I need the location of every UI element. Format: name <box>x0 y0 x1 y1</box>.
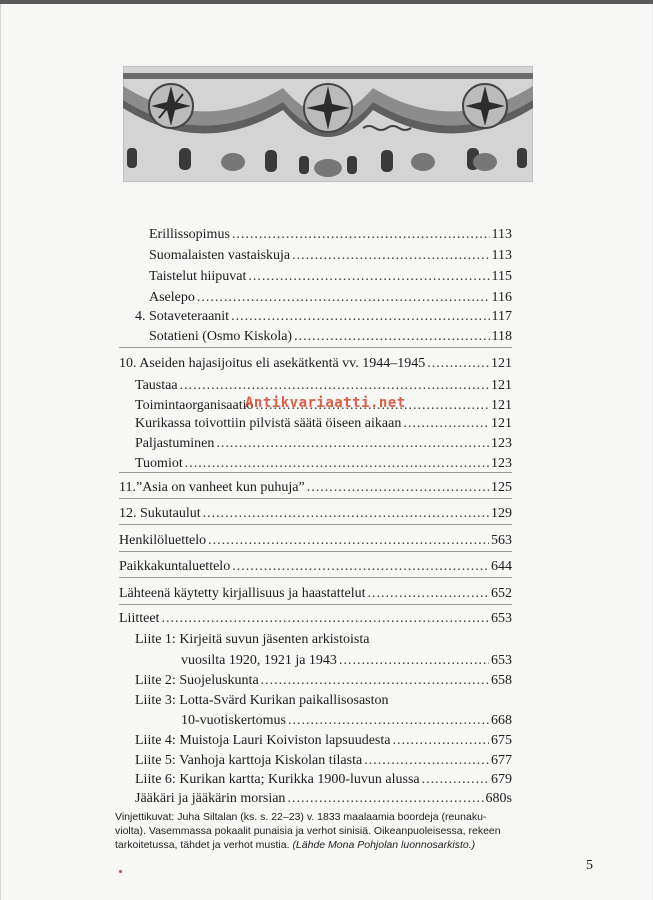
toc-entry-page: 680s <box>485 791 512 806</box>
toc-entry-page: 679 <box>491 772 512 787</box>
toc-entry-title: Liite 2: Suojeluskunta <box>135 673 259 688</box>
book-page <box>0 4 652 900</box>
toc-leader-dots <box>216 435 489 452</box>
section-divider <box>119 577 512 578</box>
toc-entry-title: Liitteet <box>119 611 160 626</box>
toc-entry-title: Sotatieni (Osmo Kiskola) <box>149 329 293 344</box>
toc-entry-title: vuosilta 1920, 1921 ja 1943 <box>181 653 337 668</box>
toc-entry <box>149 268 512 285</box>
toc-chapter <box>119 532 512 549</box>
toc-leader-dots <box>287 790 483 807</box>
toc-entry-page: 113 <box>491 227 512 242</box>
toc-entry-page: 121 <box>491 356 512 371</box>
toc-entry-title: Lähteenä käytetty kirjallisuus ja haastattelut <box>119 586 366 601</box>
toc-entry-title: 11.”Asia on vanheet kun puhuja” <box>119 480 305 495</box>
toc-entry-page: 644 <box>491 559 512 574</box>
toc-entry-title: 10-vuotiskertomus <box>181 713 286 728</box>
toc-entry-title: Paikkakuntaluettelo <box>119 559 231 574</box>
toc-entry-page: 123 <box>491 456 512 471</box>
toc-leader-dots <box>364 752 489 769</box>
toc-entry-title: 4. Sotaveteraanit <box>135 309 230 324</box>
toc-entry-page: 115 <box>491 269 512 284</box>
toc-chapter <box>119 585 512 602</box>
toc-entry-page: 121 <box>491 398 512 413</box>
toc-leader-dots <box>197 289 490 306</box>
toc-leader-dots <box>180 377 489 394</box>
toc-entry <box>135 672 512 689</box>
toc-entry-title: 12. Sukutaulut <box>119 506 201 521</box>
toc-entry-page: 675 <box>491 733 512 748</box>
toc-entry-title: Kurikassa toivottiin pilvistä säätä öiseen aikaan <box>135 416 402 431</box>
section-divider <box>119 498 512 499</box>
toc-leader-dots <box>203 505 489 522</box>
toc-entry-title: Jääkäri ja jääkärin morsian <box>135 791 286 806</box>
toc-entry-title: Liite 4: Muistoja Lauri Koiviston lapsuudesta <box>135 733 391 748</box>
toc-leader-dots <box>232 226 490 243</box>
toc-entry-title: Liite 5: Vanhoja karttoja Kiskolan tilasta <box>135 753 363 768</box>
toc-leader-dots <box>367 585 489 602</box>
toc-entry-page: 129 <box>491 506 512 521</box>
toc-entry <box>149 247 512 264</box>
toc-entry <box>149 328 512 345</box>
toc-entry <box>135 308 512 325</box>
toc-leader-dots <box>185 455 489 472</box>
section-divider <box>119 551 512 552</box>
toc-leader-dots <box>422 771 489 788</box>
toc-entry-page: 116 <box>491 290 512 305</box>
toc-entry <box>181 652 512 669</box>
toc-leader-dots <box>307 479 489 496</box>
watermark-logo: Antikvariaatti.net <box>245 395 406 411</box>
toc-entry-title: Paljastuminen <box>135 436 215 451</box>
toc-entry <box>149 289 512 306</box>
caption-text: tarkoitetussa, tähdet ja verhot mustia. <box>115 839 293 851</box>
toc-entry-title: Taustaa <box>135 378 178 393</box>
toc-leader-dots <box>288 712 489 729</box>
toc-entry <box>149 226 512 243</box>
toc-entry-page: 677 <box>491 753 512 768</box>
toc-entry-page: 123 <box>491 436 512 451</box>
toc-chapter <box>119 355 512 372</box>
toc-entry-page: 113 <box>491 248 512 263</box>
toc-chapter <box>119 558 512 575</box>
toc-entry-page: 653 <box>491 611 512 626</box>
toc-entry-title: Liite 1: Kirjeitä suvun jäsenten arkistoista <box>135 632 370 647</box>
toc-entry-page: 653 <box>491 653 512 668</box>
toc-entry-page: 658 <box>491 673 512 688</box>
toc-leader-dots <box>261 672 489 689</box>
toc-entry <box>181 712 512 729</box>
toc-entry <box>135 435 512 452</box>
toc-entry <box>135 771 512 788</box>
toc-entry-title: Suomalaisten vastaiskuja <box>149 248 291 263</box>
toc-entry <box>135 732 512 749</box>
toc-leader-dots <box>161 610 489 627</box>
star-icon-right <box>463 84 507 128</box>
toc-entry-title: 10. Aseiden hajasijoitus eli asekätkentä vv. 1944–1945 <box>119 356 426 371</box>
page-number: 5 <box>586 858 593 873</box>
image-caption <box>115 810 515 852</box>
caption-line: violta). Vasemmassa pokaalit punaisia ja verhot sinisiä. Oikeanpuoleisessa, rekeen <box>115 825 501 837</box>
toc-leader-dots <box>248 268 489 285</box>
toc-leader-dots <box>231 308 489 325</box>
star-icon-center <box>304 84 352 132</box>
toc-chapter <box>119 610 512 627</box>
toc-entry <box>135 455 512 472</box>
toc-entry-page: 117 <box>491 309 512 324</box>
toc-entry <box>135 377 512 394</box>
section-divider <box>119 472 512 473</box>
toc-entry-page: 121 <box>491 416 512 431</box>
toc-chapter <box>119 479 512 496</box>
section-divider <box>119 347 512 348</box>
print-speck <box>119 870 122 873</box>
toc-entry-page: 668 <box>491 713 512 728</box>
toc-entry-page: 121 <box>491 378 512 393</box>
caption-source: (Lähde Mona Pohjolan luonnosarkisto.) <box>292 839 476 851</box>
toc-entry-title: Tuomiot <box>135 456 183 471</box>
toc-entry-title: Toimintaorganisaatio <box>135 398 254 413</box>
toc-entry-title: Liite 6: Kurikan kartta; Kurikka 1900-luvun alussa <box>135 772 420 787</box>
star-icon-left <box>149 84 193 128</box>
toc-leader-dots <box>232 558 489 575</box>
toc-entry-page: 652 <box>491 586 512 601</box>
section-divider <box>119 604 512 605</box>
toc-leader-dots <box>392 732 489 749</box>
toc-entry <box>135 752 512 769</box>
toc-entry <box>135 415 512 432</box>
toc-leader-dots <box>427 355 489 372</box>
toc-entry-title: Taistelut hiipuvat <box>149 269 247 284</box>
decorative-vignette <box>123 66 533 182</box>
toc-entry-title: Aselepo <box>149 290 195 305</box>
toc-entry-page: 563 <box>491 533 512 548</box>
caption-line <box>115 838 515 852</box>
toc-entry-title: Liite 3: Lotta-Svärd Kurikan paikallisosaston <box>135 693 389 708</box>
toc-leader-dots <box>339 652 489 669</box>
toc-entry <box>135 790 512 807</box>
caption-line: Vinjettikuvat: Juha Siltalan (ks. s. 22–23) v. 1833 maalaamia boordeja (reunaku- <box>115 811 487 823</box>
toc-leader-dots <box>403 415 489 432</box>
toc-leader-dots <box>294 328 489 345</box>
toc-leader-dots <box>292 247 489 264</box>
section-divider <box>119 524 512 525</box>
toc-chapter <box>119 505 512 522</box>
toc-entry-page: 125 <box>491 480 512 495</box>
toc-entry-title: Erillissopimus <box>149 227 230 242</box>
toc-entry-page: 118 <box>491 329 512 344</box>
toc-entry-title: Henkilöluettelo <box>119 533 207 548</box>
toc-leader-dots <box>208 532 489 549</box>
